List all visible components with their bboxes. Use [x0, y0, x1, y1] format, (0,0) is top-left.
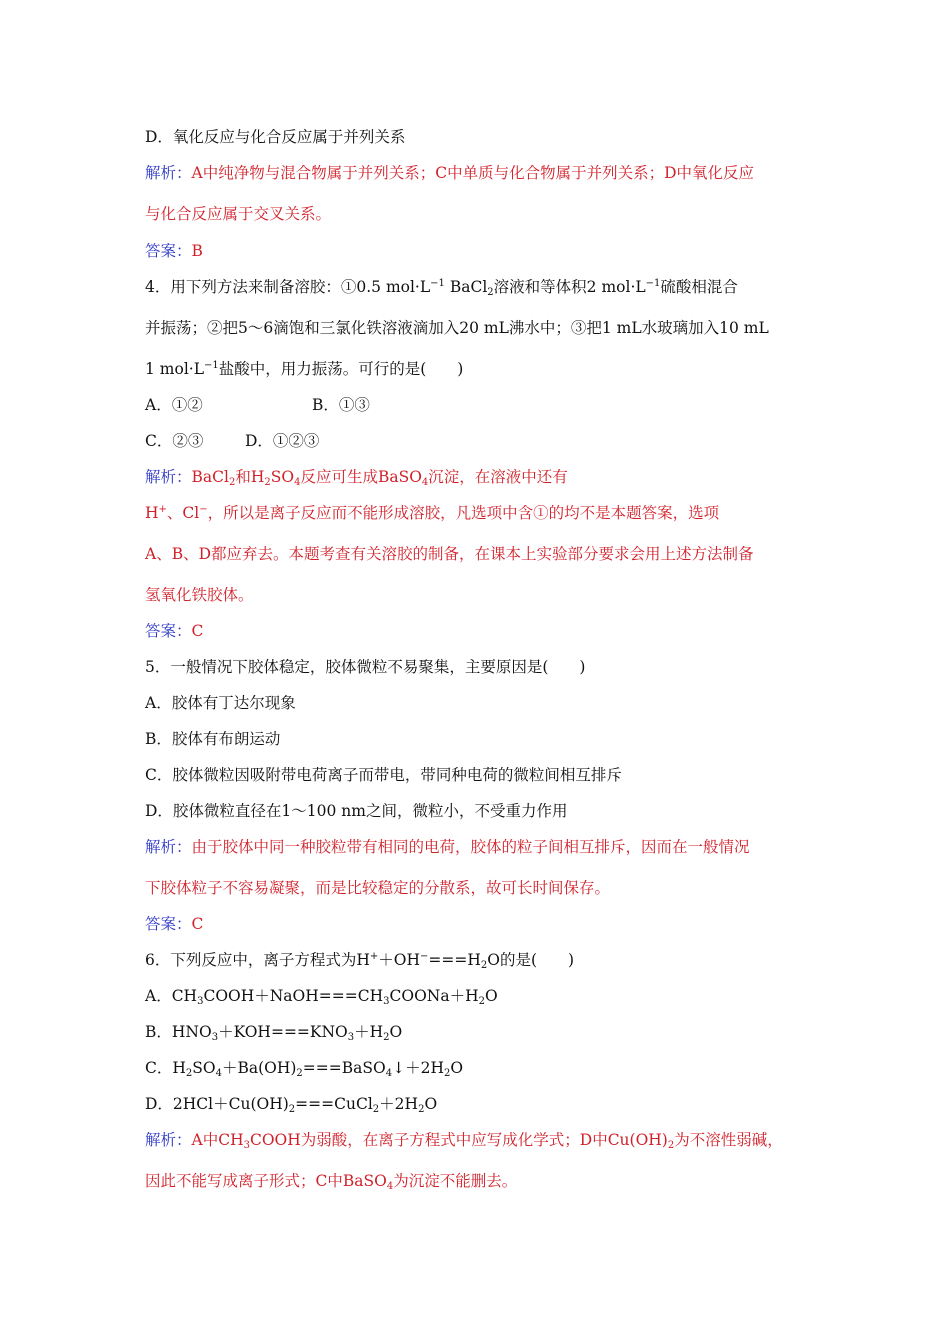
q5-analysis-line1 [145, 836, 750, 858]
analysis-text: A中纯净物与混合物属于并列关系；C中单质与化合物属于并列关系；D中氧化反应 [191, 164, 754, 182]
q4-analysis-line2: H+、Cl−，所以是离子反应而不能形成溶胶，凡选项中含①的均不是本题答案，选项 [145, 504, 720, 522]
q3-analysis-line2: 与化合反应属于交叉关系。 [145, 205, 332, 223]
q4-stem-line3: 1 $mol\cdot L^{-1}$盐酸中，用力振荡。可行的是( ) [145, 360, 464, 378]
answer-label: 答案： [145, 622, 192, 640]
q6-stem: 6．下列反应中，离子方程式为$H^++OH^-===H_2O$的是( ) [145, 951, 575, 971]
q4-option-a: A．①② [145, 396, 203, 414]
q5-option-b: B．胶体有布朗运动 [145, 730, 281, 748]
answer-value: B [191, 242, 203, 260]
q3-analysis [145, 162, 754, 184]
q4-answer [145, 620, 203, 642]
q4-option-d: D．①②③ [245, 432, 320, 450]
q5-option-a: A．胶体有丁达尔现象 [145, 694, 296, 712]
q6-option-c: C．$H_2SO_4+Ba(OH)_2===BaSO_4↓+2H_2O$ [145, 1059, 464, 1079]
q4-analysis-line1: 解析：BaCl$_2$和$H_2SO_4$反应可生成BaSO$_4$沉淀，在溶液中还有 [145, 468, 568, 488]
q4-analysis-line4: 氢氧化铁胶体。 [145, 586, 254, 604]
q5-analysis-line2: 下胶体粒子不容易凝聚，而是比较稳定的分散系，故可长时间保存。 [145, 879, 611, 897]
q5-option-c: C．胶体微粒因吸附带电荷离子而带电，带同种电荷的微粒间相互排斥 [145, 766, 622, 784]
q4-analysis-line3: A、B、D都应弃去。本题考查有关溶胶的制备，在课本上实验部分要求会用上述方法制备 [145, 545, 754, 563]
analysis-text: 由于胶体中同一种胶粒带有相同的电荷，胶体的粒子间相互排斥，因而在一般情况 [191, 838, 750, 856]
analysis-label: 解析： [145, 164, 192, 182]
q6-option-d: D．$2HCl+Cu(OH)_2===CuCl_2+2H_2O$ [145, 1095, 438, 1115]
answer-label: 答案： [145, 915, 192, 933]
analysis-label: 解析： [145, 468, 192, 486]
q6-option-a: A．$CH_3COOH+NaOH===CH_3COONa+H_2O$ [145, 987, 498, 1007]
q6-option-b: B．$HNO_3+KOH===KNO_3+H_2O$ [145, 1023, 403, 1043]
q4-stem-line1: 4．用下列方法来制备溶胶：①0.5 $mol\cdot L^{-1}$ BaCl$_2$溶液和等体积2 $mol\cdot L^{-1}$硫酸相混合 [145, 278, 738, 298]
analysis-label: 解析： [145, 838, 192, 856]
q3-option-d: D．氧化反应与化合反应属于并列关系 [145, 128, 406, 146]
q6-analysis-line2: 因此不能写成离子形式；C中BaSO$_4$为沉淀不能删去。 [145, 1172, 518, 1192]
q6-analysis-line1: 解析：A中$CH_3COOH$为弱酸，在离子方程式中应写成化学式；D中$Cu(OH)_2$为不溶性弱碱， [145, 1131, 783, 1151]
q5-stem: 5．一般情况下胶体稳定，胶体微粒不易聚集，主要原因是( ) [145, 658, 586, 676]
q3-answer [145, 240, 203, 262]
analysis-label: 解析： [145, 1131, 192, 1149]
q5-answer [145, 913, 203, 935]
q4-option-c: C．②③ [145, 432, 204, 450]
answer-label: 答案： [145, 242, 192, 260]
q4-option-b: B．①③ [312, 396, 370, 414]
q4-stem-line2: 并振荡；②把5～6滴饱和三氯化铁溶液滴加入20 mL沸水中；③把1 mL水玻璃加入10 mL [145, 319, 769, 337]
q5-option-d: D．胶体微粒直径在1～100 nm之间，微粒小，不受重力作用 [145, 802, 568, 820]
answer-value: C [191, 622, 204, 640]
answer-value: C [191, 915, 204, 933]
